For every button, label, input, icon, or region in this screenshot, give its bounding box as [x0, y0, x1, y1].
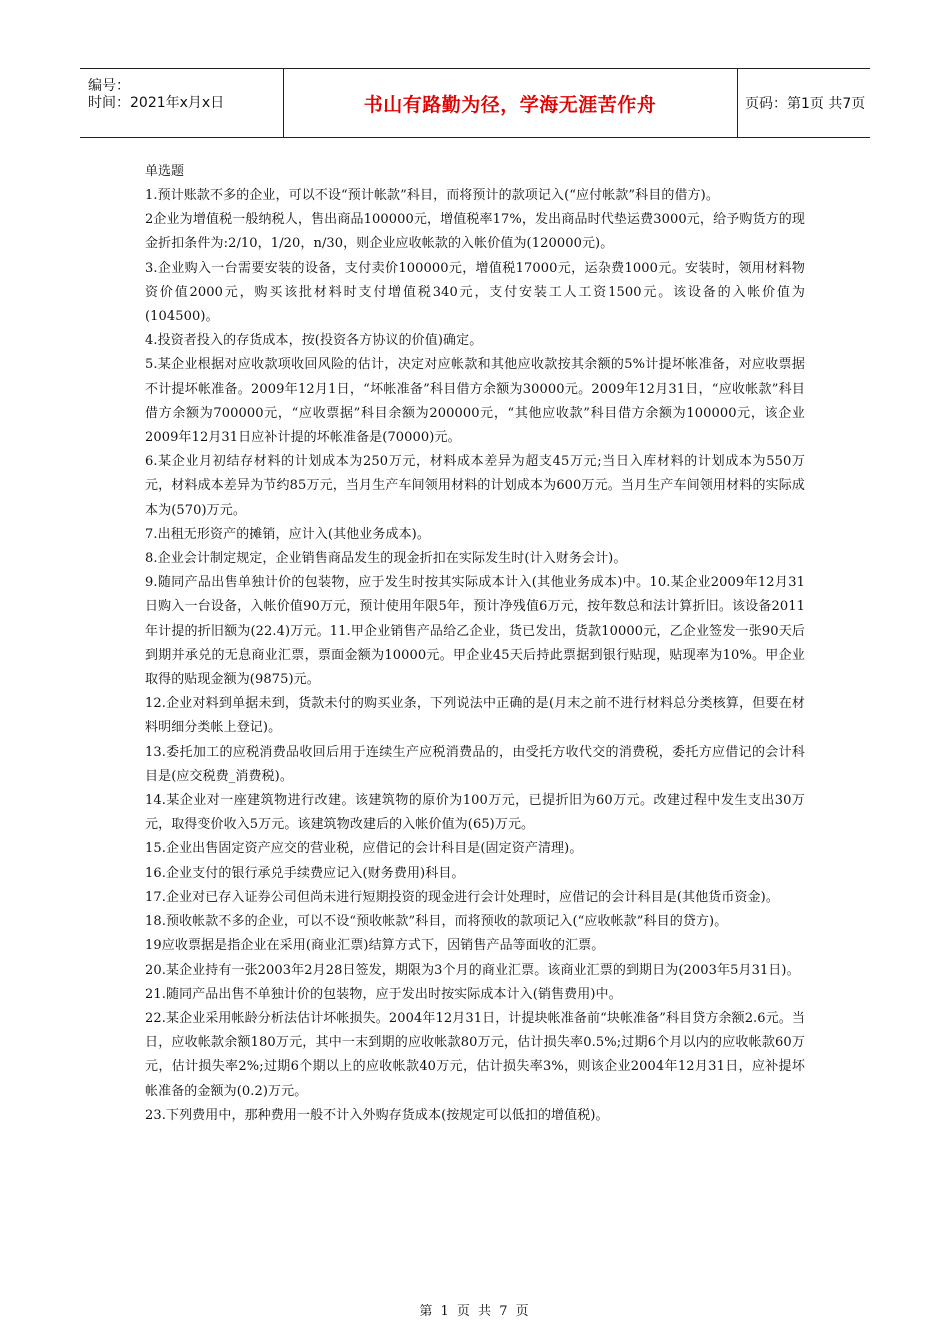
paragraph: 3.企业购入一台需要安装的设备，支付卖价100000元，增值税17000元，运杂费1000元。安装时，领用材料物资价值2000元，购买该批材料时支付增值税340元，支付安装工人工资1500元。该设备的入帐价值为(104500)。 [145, 260, 805, 325]
paragraph: 1.预计账款不多的企业，可以不设“预计帐款”科目，而将预计的款项记入(“应付帐款”科目的借方)。 [145, 188, 719, 203]
section-title: 单选题 [145, 164, 185, 179]
paragraph: 14.某企业对一座建筑物进行改建。该建筑物的原价为100万元，已提折旧为60万元。改建过程中发生支出30万元，取得变价收入5万元。该建筑物改建后的入帐价值为(65)万元。 [145, 793, 805, 833]
paragraph: 9.随同产品出售单独计价的包装物，应于发生时按其实际成本计入(其他业务成本)中。10.某企业2009年12月31日购入一台设备，入帐价值90万元，预计使用年限5年，预计净残值6万元，按年数总和法计算折旧。该设备2011年计提的折旧额为(22.4)万元。11.甲企业销售产品给乙企业，货已发出，货款10000元，乙企业签发一张90天后到期并承兑的无息商业汇票，票面金额为10000元。甲企业45天后持此票据到银行贴现，贴现率为10%。甲企业取得的贴现金额为(9875)元。 [145, 575, 805, 688]
paragraph: 7.出租无形资产的摊销，应计入(其他业务成本)。 [145, 526, 430, 542]
document-body [145, 160, 805, 1128]
paragraph: 8.企业会计制定规定，企业销售商品发生的现金折扣在实际发生时(计入财务会计)。 [145, 551, 627, 567]
paragraph: 19应收票据是指企业在采用(商业汇票)结算方式下，因销售产品等面收的汇票。 [145, 938, 605, 954]
header-meta [80, 69, 284, 137]
header-motto-cell [283, 69, 738, 137]
paragraph: 5.某企业根据对应收款项收回风险的估计，决定对应帐款和其他应收款按其余额的5%计提坏帐准备，对应收票据不计提坏帐准备。2009年12月1日，“坏帐准备”科目借方余额为30000元。2009年12月31日，“应收帐款”科目借方余额为700000元，“应收票据”科目余额为200000元，“其他应收款”科目借方余额为100000元，该企业2009年12月31日应补计提的坏帐准备是(70000)元。 [145, 357, 805, 446]
paragraph: 12.企业对料到单据未到，货款未付的购买业条，下列说法中正确的是(月末之前不进行材料总分类核算，但要在材料明细分类帐上登记)。 [145, 696, 805, 736]
motto: 书山有路勤为径，学海无涯苦作舟 [363, 93, 657, 116]
paragraph: 4.投资者投入的存货成本，按(投资各方协议的价值)确定。 [145, 333, 483, 349]
paragraph: 16.企业支付的银行承兑手续费应记入(财务费用)科目。 [145, 865, 465, 881]
document-header [80, 68, 870, 138]
page-footer: 第 1 页 共 7 页 [419, 1304, 531, 1319]
paragraph: 20.某企业持有一张2003年2月28日签发，期限为3个月的商业汇票。该商业汇票的到期日为(2003年5月31日)。 [145, 962, 800, 978]
paragraph: 17.企业对已存入证券公司但尚未进行短期投资的现金进行会计处理时，应借记的会计科目是(其他货币资金)。 [145, 889, 779, 905]
paragraph: 6.某企业月初结存材料的计划成本为250万元，材料成本差异为超支45万元;当日入库材料的计划成本为550万元，材料成本差异为节约85万元，当月生产车间领用材料的计划成本为600万元。当月生产车间领用材料的实际成本为(570)万元。 [145, 454, 805, 518]
paragraph: 21.随同产品出售不单独计价的包装物，应于发出时按实际成本计入(销售费用)中。 [145, 986, 622, 1002]
number-label: 编号： [88, 78, 130, 94]
paragraph: 13.委托加工的应税消费品收回后用于连续生产应税消费品的，由受托方收代交的消费税，委托方应借记的会计科目是(应交税费_消费税)。 [145, 744, 805, 784]
paragraph: 23.下列费用中，那种费用一般不计入外购存货成本(按规定可以低扣的增值税)。 [145, 1107, 609, 1123]
page-label: 页码：第1页 共7页 [745, 96, 866, 112]
paragraph: 22.某企业采用帐龄分析法估计坏帐损失。2004年12月31日，计提块帐准备前“块帐准备”科目贷方余额2.6元。当日，应收帐款余额180万元，其中一末到期的应收帐款80万元，估计损失率0.5%;过期6个月以内的应收帐款60万元，估计损失率2%;过期6个期以上的应收帐款40万元，估计损失率3%，则该企业2004年12月31日，应补提坏帐准备的金额为(0.2)万元。 [145, 1010, 805, 1099]
paragraph: 18.预收帐款不多的企业，可以不设“预收帐款”科目，而将预收的款项记入(“应收帐款”科目的贷方)。 [145, 914, 728, 930]
header-page-cell [738, 69, 870, 137]
paragraph: 15.企业出售固定资产应交的营业税，应借记的会计科目是(固定资产清理)。 [145, 841, 583, 857]
paragraph: 2企业为增值税一般纳税人，售出商品100000元，增值税率17%，发出商品时代垫运费3000元，给予购货方的现金折扣条件为:2/10，1/20，n/30，则企业应收帐款的入帐价值为(120000元)。 [145, 212, 805, 252]
time-label: 时间：2021年x月x日 [88, 95, 225, 111]
